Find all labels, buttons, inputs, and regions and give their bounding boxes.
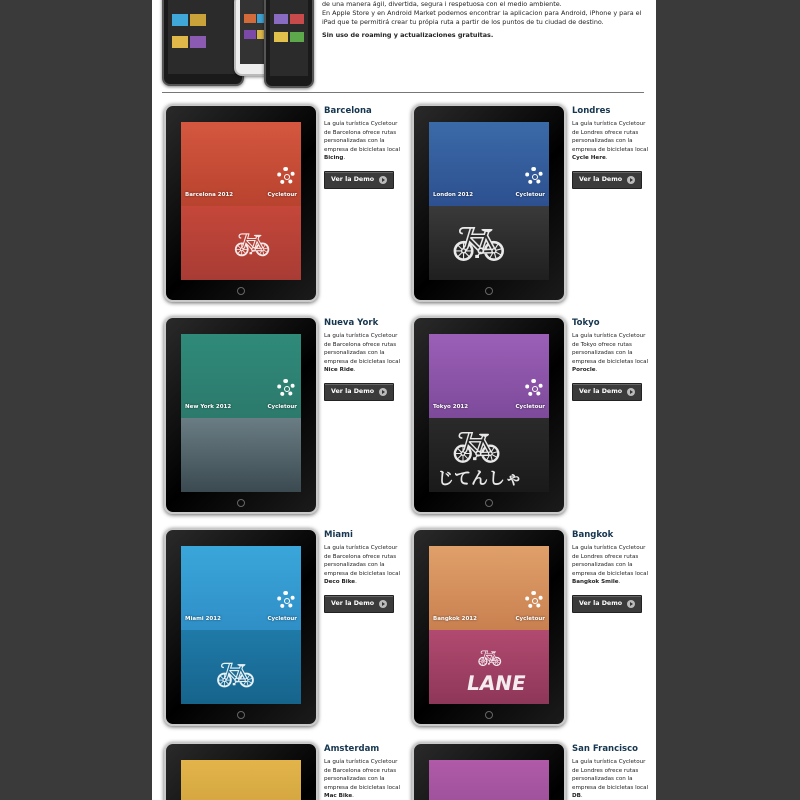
bike-lane-icon: 🚲︎ [451,219,507,270]
screen-brand: Cycletour [267,404,297,410]
intro-line: En Apple Store y en Android Market podemos encontrar la aplicacion para Android, iPhone y para el [322,9,642,17]
city-info [324,744,406,800]
city-info [324,530,406,613]
demo-button-label: Ver la Demo [579,176,623,184]
company-name: Bangkok Smile [572,579,619,586]
demo-button-label: Ver la Demo [331,176,375,184]
tablet-screen[interactable] [429,122,549,280]
tablet-frame [164,316,318,514]
bike-lane-icon: 🚲︎ [451,425,502,471]
city-info [324,318,406,401]
play-icon [379,600,387,608]
screen-label: Tokyo 2012 [433,404,469,410]
page-content [152,0,656,800]
home-button [485,711,493,719]
screen-label: Barcelona 2012 [185,192,234,198]
tablet-frame [412,528,566,726]
tablet-screen[interactable] [181,760,301,800]
company-name: Cycle Here [572,155,606,162]
bike-lane-icon: 🚲︎ [233,228,272,263]
tablet-screen[interactable] [429,334,549,492]
road-marking-text: LANE [464,671,528,695]
screen-brand: Cycletour [515,616,545,622]
screen-label: New York 2012 [185,404,232,410]
city-title: Bangkok [572,530,614,540]
city-info [324,106,406,189]
intro-bold-line: Sin uso de roaming y actualizaciones gratuitas. [322,31,494,39]
company-name: DB [572,793,581,800]
bike-lane-icon: 🚲︎ [477,646,503,670]
screen-brand: Cycletour [515,192,545,198]
description-text: La guía turística Cycletour de Londres ofrece rutas personalizadas con la empresa de bicicletas local [572,121,649,153]
cycletour-logo-icon [277,591,295,609]
city-card-londres [412,104,652,304]
tablet-frame [412,742,566,800]
city-card-bangkok [412,528,652,728]
tablet-screen[interactable] [181,122,301,280]
app-devices-image [162,0,312,85]
home-button [237,711,245,719]
city-title: Barcelona [324,106,372,116]
description-text: La guía turística Cycletour de Barcelona ofrece rutas personalizadas con la empresa de bicicletas local [324,333,401,365]
play-icon [627,176,635,184]
screen-brand: Cycletour [267,192,297,198]
tablet-mockup [162,0,244,86]
cycletour-logo-icon [277,379,295,397]
intro-line: de una manera ágil, divertida, segura i respetuosa con el medio ambiente. [322,0,562,8]
home-button [237,499,245,507]
play-icon [627,600,635,608]
road-marking-text: じてんしゃ [437,469,522,489]
tablet-frame [164,528,318,726]
company-name: Mac Bike [324,793,353,800]
tablet-frame [412,104,566,302]
tablet-screen[interactable] [429,760,549,800]
city-title: Miami [324,530,353,540]
city-card-tokyo [412,316,652,516]
screen-label: London 2012 [433,192,474,198]
screen-brand: Cycletour [267,616,297,622]
play-icon [379,388,387,396]
city-title: San Francisco [572,744,638,754]
cycletour-logo-icon [525,379,543,397]
screen-label: Bangkok 2012 [433,616,477,622]
screen-brand: Cycletour [515,404,545,410]
tablet-screen[interactable] [429,546,549,704]
tablet-frame [164,742,318,800]
company-name: Porocle [572,367,596,374]
city-info [572,318,654,401]
description-text: La guía turística Cycletour de Barcelona ofrece rutas personalizadas con la empresa de bicicletas local [324,545,401,577]
demo-button[interactable] [572,383,642,401]
city-description: La guía turística Cycletour de Barcelona ofrece rutas personalizadas con la empresa de bicicletas local Mac Bike. [324,759,401,800]
demo-button[interactable] [572,171,642,189]
city-title: Nueva York [324,318,379,328]
intro-line: iPad que te permitirá crear tu própia ruta a partir de los puntos de tu ciudad de destino. [322,18,604,26]
city-description: La guía turística Cycletour de Londres ofrece rutas personalizadas con la empresa de bicicletas local DB. [572,759,649,800]
city-info [572,106,654,189]
cycletour-logo-icon [525,167,543,185]
demo-button[interactable] [324,171,394,189]
home-button [485,287,493,295]
description-text: La guía turística Cycletour de Barcelona ofrece rutas personalizadas con la empresa de bicicletas local [324,759,401,791]
city-description: La guía turística Cycletour de Barcelona ofrece rutas personalizadas con la empresa de bicicletas local Deco Bike. [324,545,401,586]
demo-button[interactable] [324,383,394,401]
description-text: La guía turística Cycletour de Londres ofrece rutas personalizadas con la empresa de bicicletas local [572,759,649,791]
city-card-miami [164,528,404,728]
phone-mockup-black [264,0,314,88]
section-divider [162,92,644,93]
city-info [572,744,654,800]
city-title: Amsterdam [324,744,380,754]
city-description: La guía turística Cycletour de Londres ofrece rutas personalizadas con la empresa de bicicletas local Bangkok Smile. [572,545,649,586]
bike-lane-icon: 🚲︎ [215,656,256,694]
description-text: La guía turística Cycletour de Barcelona ofrece rutas personalizadas con la empresa de bicicletas local [324,121,401,153]
city-description: La guía turística Cycletour de Londres ofrece rutas personalizadas con la empresa de bicicletas local Cycle Here. [572,121,649,162]
demo-button-label: Ver la Demo [579,600,623,608]
demo-button-label: Ver la Demo [331,600,375,608]
city-description: La guía turística Cycletour de Barcelona ofrece rutas personalizadas con la empresa de bicicletas local Bicing. [324,121,401,162]
home-button [485,499,493,507]
cycletour-logo-icon [277,167,295,185]
description-text: La guía turística Cycletour de Tokyo ofrece rutas personalizadas con la empresa de bicicletas local [572,333,649,365]
tablet-screen[interactable] [181,334,301,492]
screen-label: Miami 2012 [185,616,221,622]
company-name: Bicing [324,155,344,162]
demo-button-label: Ver la Demo [579,388,623,396]
intro-text [322,0,642,40]
city-title: Londres [572,106,611,116]
city-info [572,530,654,613]
cycletour-logo-icon [525,591,543,609]
play-icon [627,388,635,396]
demo-button-label: Ver la Demo [331,388,375,396]
company-name: Nice Ride [324,367,354,374]
city-card-barcelona [164,104,404,304]
home-button [237,287,245,295]
company-name: Deco Bike [324,579,356,586]
city-card-san-francisco [412,742,652,800]
city-title: Tokyo [572,318,600,328]
tablet-frame [164,104,318,302]
city-description: La guía turística Cycletour de Tokyo ofrece rutas personalizadas con la empresa de bicicletas local Porocle. [572,333,649,374]
city-card-amsterdam [164,742,404,800]
play-icon [379,176,387,184]
tablet-screen[interactable] [181,546,301,704]
demo-button[interactable] [324,595,394,613]
tablet-frame [412,316,566,514]
description-text: La guía turística Cycletour de Londres ofrece rutas personalizadas con la empresa de bicicletas local [572,545,649,577]
city-card-nueva-york [164,316,404,516]
demo-button[interactable] [572,595,642,613]
city-description: La guía turística Cycletour de Barcelona ofrece rutas personalizadas con la empresa de bicicletas local Nice Ride. [324,333,401,374]
